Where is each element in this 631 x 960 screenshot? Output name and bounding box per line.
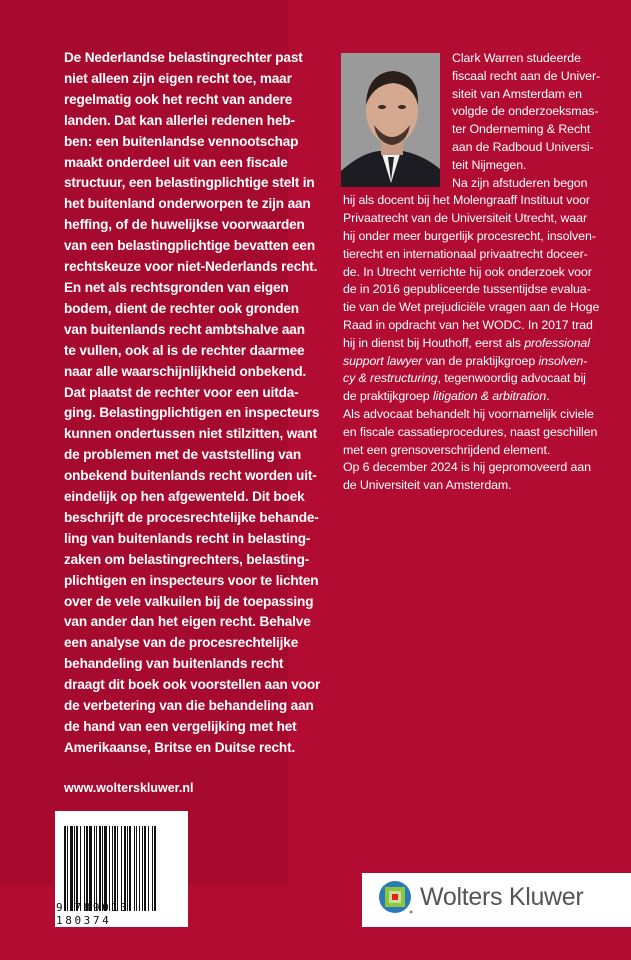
description-line: draagt dit boek ook voorstellen aan voor <box>64 677 321 693</box>
description-line: de verbetering van die behandeling aan <box>64 698 314 714</box>
description-line: kunnen ondertussen niet stilzitten, want <box>64 426 318 442</box>
bio-text: Op 6 december 2024 is hij gepromoveerd aan <box>343 460 591 475</box>
barcode-bar <box>134 826 135 911</box>
barcode-bar <box>112 826 113 911</box>
bio-line <box>343 86 628 104</box>
bio-line <box>343 68 628 86</box>
bio-line <box>343 353 628 371</box>
author-bio <box>343 50 628 495</box>
description-line: landen. Dat kan allerlei redenen heb- <box>64 112 295 128</box>
bio-text: teit Nijmegen. <box>452 157 527 172</box>
description-line: behandeling van buitenlands recht <box>64 656 284 672</box>
bio-text: hij onder meer burgerlijk procesrecht, insolven- <box>343 228 596 243</box>
bio-line <box>343 335 628 353</box>
bio-line <box>343 424 628 442</box>
bio-line <box>343 157 628 175</box>
description-line: naar alle waarschijnlijkheid onbekend. <box>64 363 307 379</box>
barcode-bar <box>129 826 131 911</box>
wolters-kluwer-globe-icon <box>376 878 416 918</box>
barcode-bar <box>127 826 128 911</box>
bio-text: fiscaal recht aan de Univer- <box>452 68 601 83</box>
bio-line <box>343 139 628 157</box>
description-line: En net als rechtsgronden van eigen <box>64 279 289 295</box>
bio-line <box>343 388 628 406</box>
barcode-bar <box>117 826 118 911</box>
bio-text: van de praktijkgroep <box>422 353 539 368</box>
barcode-bar <box>74 826 75 911</box>
bio-text: hij in dienst bij Houthoff, eerst als <box>343 335 525 350</box>
bio-line <box>343 459 628 477</box>
barcode-bar <box>70 826 73 911</box>
barcode-bar <box>76 826 78 911</box>
description-line: beschrijft de procesrechtelijke behande- <box>64 509 319 525</box>
bio-line <box>343 264 628 282</box>
bio-line <box>343 370 628 388</box>
bio-line <box>343 246 628 264</box>
description-line: van ander dan het eigen recht. Behalve <box>64 614 311 630</box>
publisher-name: Wolters Kluwer <box>420 883 584 911</box>
bio-text: . <box>546 389 550 404</box>
bio-line <box>343 121 628 139</box>
bio-text: en fiscale cassatieprocedures, naast geschillen <box>343 424 598 439</box>
bio-text: tierecht en internationaal privaatrecht doceer- <box>343 246 588 261</box>
bio-line <box>343 228 628 246</box>
barcode-bar <box>124 826 126 911</box>
description-line: rechtskeuze voor niet-Nederlands recht. <box>64 259 318 275</box>
bio-text: met een grensoverschrijdend element. <box>343 442 551 457</box>
isbn-number: 9 789013 180374 <box>56 901 130 927</box>
barcode-bar <box>94 826 95 911</box>
bio-text: Als advocaat behandelt hij voornamelijk civiele <box>343 406 594 421</box>
bio-italic-text: litigation & arbitration <box>432 389 547 404</box>
bio-text: tie van de Wet prejudiciële vragen aan de Hoge <box>343 300 600 315</box>
barcode-bar <box>64 826 66 911</box>
bio-line <box>343 103 628 121</box>
description-line: maakt onderdeel uit van een fiscale <box>64 154 288 170</box>
description-line: zaken om belastingrechters, belasting- <box>64 551 310 567</box>
description-line: ling van buitenlands recht in belasting- <box>64 530 311 546</box>
barcode-bar <box>89 826 92 911</box>
bio-text: ter Onderneming & Recht <box>452 122 591 137</box>
barcode-bar <box>121 826 122 911</box>
barcode-bar <box>114 826 116 911</box>
bio-text: de praktijkgroep <box>343 389 433 404</box>
description-line: plichtigen en inspecteurs voor te lichten <box>64 572 319 588</box>
barcode-bar <box>136 826 137 911</box>
bio-text: de in 2016 gepubliceerde tussentijdse evalua- <box>343 282 591 297</box>
description-line: structuur, een belastingplichtige stelt in <box>64 175 315 191</box>
bio-line <box>343 210 628 228</box>
barcode-bar <box>148 826 149 911</box>
description-line: heffing, of de huwelijkse voorwaarden <box>64 217 305 233</box>
description-line: Dat plaatst de rechter voor een uitda- <box>64 384 299 400</box>
bio-line <box>343 175 628 193</box>
barcode-bar <box>102 826 103 911</box>
description-line: Amerikaanse, Britse en Duitse recht. <box>64 739 296 755</box>
barcode-bar <box>104 826 107 911</box>
description-line: bodem, dient de rechter ook gronden <box>64 300 299 316</box>
bio-line <box>343 477 628 495</box>
barcode-bar <box>67 826 68 911</box>
isbn-barcode <box>55 811 188 927</box>
description-line: ben: een buitenlandse vennootschap <box>64 133 299 149</box>
description-line: ging. Belastingplichtigen en inspecteurs <box>64 405 320 421</box>
barcode-bar <box>139 826 140 911</box>
description-line: van buitenlands recht ambtshalve aan <box>64 321 305 337</box>
bio-italic-text: insolven- <box>538 353 588 368</box>
bio-text: de Universiteit van Amsterdam. <box>343 478 512 493</box>
barcode-bar <box>86 826 88 911</box>
barcode-bar <box>152 826 153 911</box>
publisher-website-link[interactable]: www.wolterskluwer.nl <box>64 781 194 795</box>
bio-text: volgde de onderzoeksmas- <box>452 104 599 119</box>
bio-line <box>343 50 628 68</box>
bio-text: siteit van Amsterdam en <box>452 86 582 101</box>
barcode-bars <box>55 811 188 915</box>
barcode-bar <box>144 826 146 911</box>
bio-line <box>343 442 628 460</box>
bio-text: Clark Warren studeerde <box>452 51 581 65</box>
bio-text: de. In Utrecht verrichte hij ook onderzoek voor <box>343 264 592 279</box>
publisher-logo <box>362 873 631 927</box>
description-line: onbekend buitenlands recht worden uit- <box>64 468 317 484</box>
barcode-bar <box>154 826 156 911</box>
description-line: de problemen met de vaststelling van <box>64 447 302 463</box>
bio-line <box>343 299 628 317</box>
description-line: te vullen, ook al is de rechter daarmee <box>64 342 305 358</box>
description-line: De Nederlandse belastingrechter past <box>64 50 303 65</box>
bio-text: aan de Radboud Universi- <box>452 139 594 154</box>
description-line: eindelijk op hen afgewenteld. Dit boek <box>64 489 305 505</box>
barcode-bar <box>109 826 110 911</box>
description-line: over de vele valkuilen bij de toepassing <box>64 593 314 609</box>
bio-line <box>343 192 628 210</box>
bio-text: Na zijn afstuderen begon <box>452 175 588 190</box>
bio-text: Privaatrecht van de Universiteit Utrecht, waar <box>343 211 587 226</box>
barcode-bar <box>80 826 81 911</box>
description-line: de hand van een vergelijking met het <box>64 719 297 734</box>
book-description <box>64 48 321 759</box>
description-line: het buitenland onderworpen te zijn aan <box>64 196 311 212</box>
bio-italic-text: support lawyer <box>343 353 423 368</box>
bio-line <box>343 406 628 424</box>
barcode-bar <box>99 826 101 911</box>
bio-text: Raad in opdracht van het WODC. In 2017 trad <box>343 317 593 332</box>
barcode-bar <box>142 826 143 911</box>
barcode-bar <box>96 826 97 911</box>
bio-line <box>343 281 628 299</box>
barcode-bar <box>84 826 85 911</box>
description-line: niet alleen zijn eigen recht toe, maar <box>64 70 292 86</box>
bio-text: hij als docent bij het Molengraaff Instituut voor <box>343 193 590 208</box>
description-line: regelmatig ook het recht van andere <box>64 91 293 107</box>
bio-line <box>343 317 628 335</box>
bio-text: , tegenwoordig advocaat bij <box>437 371 586 386</box>
bio-italic-text: professional <box>524 335 590 350</box>
description-line: van een belastingplichtige bevatten een <box>64 238 315 254</box>
bio-italic-text: cy & restructuring <box>343 371 438 386</box>
description-line: een analyse van de procesrechtelijke <box>64 635 299 651</box>
